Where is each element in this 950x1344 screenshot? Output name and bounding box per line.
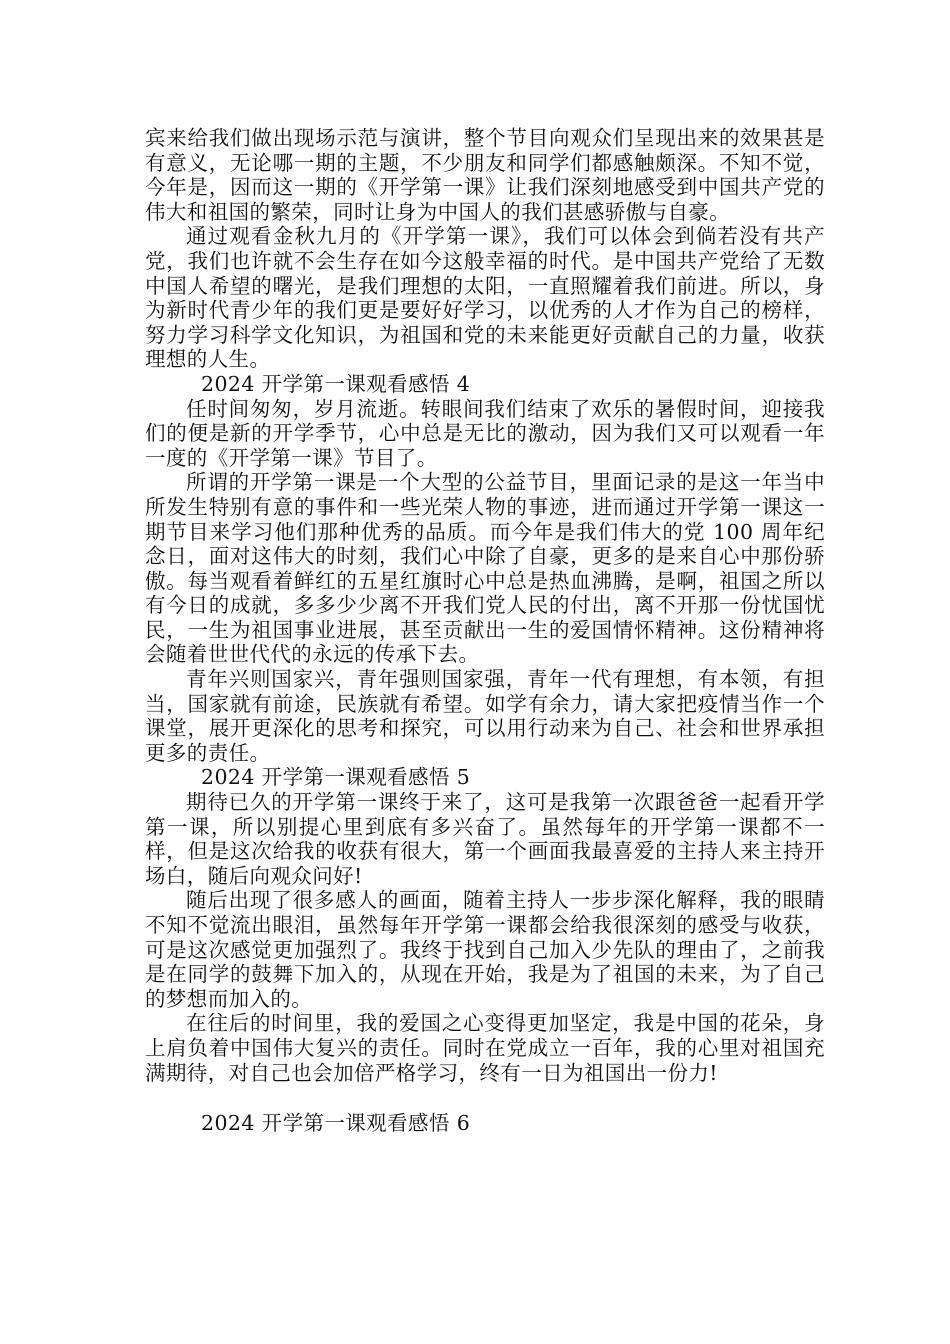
paragraph: 所谓的开学第一课是一个大型的公益节目，里面记录的是这一年当中所发生特别有意的事件和一些光荣人物的事迹，进而通过开学第一课这一期节目来学习他们那种优秀的品质。而今年是我们伟大的党 100 周年纪念日，面对这伟大的时刻，我们心中除了自豪，更多的是来自心中那份骄傲。每当观看着鲜红的五星红旗时心中总是热血沸腾，是啊，祖国之所以有今日的成就，多多少少离不开我们党人民的付出，离不开那一份忧国忧民，一生为祖国事业进展，甚至贡献出一生的爱国情怀精神。这份精神将会随着世世代代的永远的传承下去。	[145, 470, 825, 667]
section-heading: 2024 开学第一课观看感悟 6	[201, 1111, 471, 1136]
paragraph: 任时间匆匆，岁月流逝。转眼间我们结束了欢乐的暑假时间，迎接我们的便是新的开学季节，心中总是无比的激动，因为我们又可以观看一年一度的《开学第一课》节目了。	[145, 396, 825, 470]
section-heading: 2024 开学第一课观看感悟 4	[201, 371, 471, 396]
paragraph-continued: 宾来给我们做出现场示范与演讲，整个节目向观众们呈现出来的效果甚是有意义，无论哪一期的主题，不少朋友和同学们都感触颇深。不知不觉，今年是，因而这一期的《开学第一课》让我们深刻地感受到中国共产党的伟大和祖国的繁荣，同时让身为中国人的我们甚感骄傲与自豪。	[145, 126, 825, 224]
section-heading: 2024 开学第一课观看感悟 5	[201, 765, 471, 790]
paragraph: 随后出现了很多感人的画面，随着主持人一步步深化解释，我的眼睛不知不觉流出眼泪，虽然每年开学第一课都会给我很深刻的感受与收获，可是这次感觉更加强烈了。我终于找到自己加入少先队的理由了，之前我是在同学的鼓舞下加入的，从现在开始，我是为了祖国的未来，为了自己的梦想而加入的。	[145, 888, 825, 1011]
paragraph: 通过观看金秋九月的《开学第一课》，我们可以体会到倘若没有共产党，我们也许就不会生存在如今这般幸福的时代。是中国共产党给了无数中国人希望的曙光，是我们理想的太阳，一直照耀着我们前进。所以，身为新时代青少年的我们更是要好好学习，以优秀的人才作为自己的榜样，努力学习科学文化知识，为祖国和党的未来能更好贡献自己的力量，收获理想的人生。	[145, 224, 825, 372]
paragraph: 期待已久的开学第一课终于来了，这可是我第一次跟爸爸一起看开学第一课，所以别提心里到底有多兴奋了。虽然每年的开学第一课都不一样，但是这次给我的收获有很大，第一个画面我最喜爱的主持人来主持开场白，随后向观众问好!	[145, 790, 825, 888]
paragraph: 在往后的时间里，我的爱国之心变得更加坚定，我是中国的花朵，身上肩负着中国伟大复兴的责任。同时在党成立一百年，我的心里对祖国充满期待，对自己也会加倍严格学习，终有一日为祖国出一份力!	[145, 1011, 825, 1085]
document-body	[145, 126, 825, 1136]
paragraph: 青年兴则国家兴，青年强则国家强，青年一代有理想，有本领，有担当，国家就有前途，民族就有希望。如学有余力，请大家把疫情当作一个课堂，展开更深化的思考和探究，可以用行动来为自己、社会和世界承担更多的责任。	[145, 667, 825, 765]
